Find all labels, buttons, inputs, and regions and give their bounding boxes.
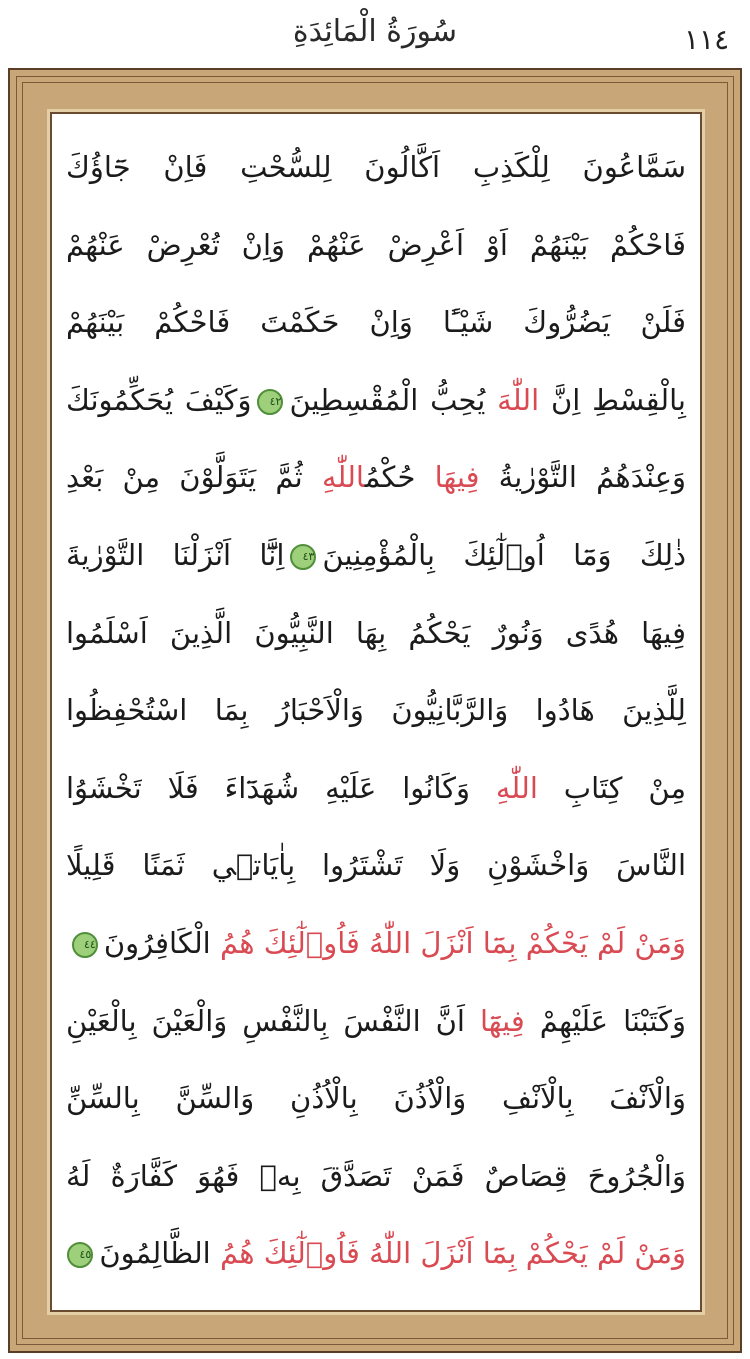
verse-line [66, 444, 686, 510]
verse-text: ثُمَّ يَتَوَلَّوْنَ مِنْ بَعْدِ [66, 460, 322, 495]
verse-text: الْكَافِرُونَ [103, 926, 211, 960]
verse-line [66, 677, 686, 743]
verse-text: فَاحْكُمْ بَيْنَهُمْ اَوْ اَعْرِضْ عَنْهُمْ وَاِنْ تُعْرِضْ عَنْهُمْ [66, 227, 686, 262]
verse-line [66, 1065, 686, 1131]
page-frame [8, 68, 742, 1353]
verse-line [66, 212, 686, 278]
highlighted-text: فِيهَٓا [479, 1003, 525, 1038]
surah-title: سُورَةُ الْمَائِدَةِ [292, 14, 458, 49]
verse-line [66, 134, 686, 200]
highlighted-text: فِيهَا [434, 460, 480, 495]
verse-text: حُكْمُ [364, 460, 435, 495]
ayah-number-marker: ٤٤ [72, 932, 98, 958]
verse-text: لِلَّذِينَ هَادُوا وَالرَّبَّانِيُّونَ وَالْاَحْبَارُ بِمَا اسْتُحْفِظُوا [66, 693, 686, 728]
highlighted-text: وَمَنْ لَمْ يَحْكُمْ بِمَٓا اَنْزَلَ اللّٰهُ فَاُو۬لٰٓئِكَ هُمُ [210, 1236, 686, 1271]
verse-text: وَعِنْدَهُمُ التَّوْرٰيةُ [479, 460, 686, 495]
verse-line [66, 1143, 686, 1209]
text-panel [50, 112, 702, 1312]
verse-text: النَّاسَ وَاخْشَوْنِ وَلَا تَشْتَرُوا بِاٰيَاتٖي ثَمَنًا قَلِيلًا [66, 848, 686, 883]
verse-text: سَمَّاعُونَ لِلْكَذِبِ اَكَّالُونَ لِلسُّحْتِ فَاِنْ جَٓاؤُكَ [66, 150, 686, 184]
verse-line [66, 522, 686, 588]
verse-text: وَكَيْفَ يُحَكِّمُونَكَ [66, 382, 252, 417]
verse-text: وَكَتَبْنَا عَلَيْهِمْ [524, 1003, 686, 1038]
verse-text: فِيهَا هُدًى وَنُورٌ يَحْكُمُ بِهَا النَّبِيُّونَ الَّذِينَ اَسْلَمُوا [66, 615, 686, 650]
verse-line [66, 832, 686, 898]
verse-line [66, 600, 686, 666]
verse-line [66, 1220, 686, 1286]
verse-line [66, 289, 686, 355]
verse-text: الظَّالِمُونَ [99, 1236, 211, 1271]
highlighted-text: وَمَنْ لَمْ يَحْكُمْ بِمَٓا اَنْزَلَ اللّٰهُ فَاُو۬لٰٓئِكَ هُمُ [210, 926, 686, 960]
ayah-number-marker: ٤٣ [290, 544, 316, 570]
highlighted-text: اللّٰهِ [495, 770, 538, 805]
verse-line [66, 988, 686, 1054]
verse-text: فَلَنْ يَضُرُّوكَ شَيْـًٔا وَاِنْ حَكَمْتَ فَاحْكُمْ بَيْنَهُمْ [66, 305, 686, 340]
verse-text: يُحِبُّ الْمُقْسِطِينَ [289, 382, 498, 417]
verse-line [66, 910, 686, 976]
verse-text: وَالْاَنْفَ بِالْاَنْفِ وَالْاُذُنَ بِالْاُذُنِ وَالسِّنَّ بِالسِّنِّ [66, 1081, 686, 1116]
verse-text: وَالْجُرُوحَ قِصَاصٌ فَمَنْ تَصَدَّقَ بِهٖ فَهُوَ كَفَّارَةٌ لَهُ [66, 1158, 686, 1193]
page-number: ١١٤ [684, 23, 730, 56]
highlighted-text: اللّٰهَ [497, 382, 540, 417]
ayah-number-marker: ٤٢ [257, 389, 283, 415]
verse-text: اَنَّ النَّفْسَ بِالنَّفْسِ وَالْعَيْنَ بِالْعَيْنِ [66, 1003, 480, 1038]
verse-lines [66, 134, 686, 1298]
verse-text: اِنَّٓا اَنْزَلْنَا التَّوْرٰيةَ [66, 538, 285, 572]
verse-line [66, 367, 686, 433]
verse-text: بِالْقِسْطِ اِنَّ [539, 382, 686, 417]
verse-text: ذٰلِكَ وَمَٓا اُو۬لٰٓئِكَ بِالْمُؤْمِنِينَ [322, 538, 687, 572]
highlighted-text: اللّٰهِ [321, 460, 365, 495]
verse-line [66, 755, 686, 821]
verse-text: مِنْ كِتَابِ [537, 770, 686, 805]
ayah-number-marker: ٤٥ [67, 1242, 93, 1268]
page-header [0, 0, 750, 68]
verse-text: وَكَانُوا عَلَيْهِ شُهَدَٓاءَ فَلَا تَخْشَوُا [66, 770, 496, 805]
